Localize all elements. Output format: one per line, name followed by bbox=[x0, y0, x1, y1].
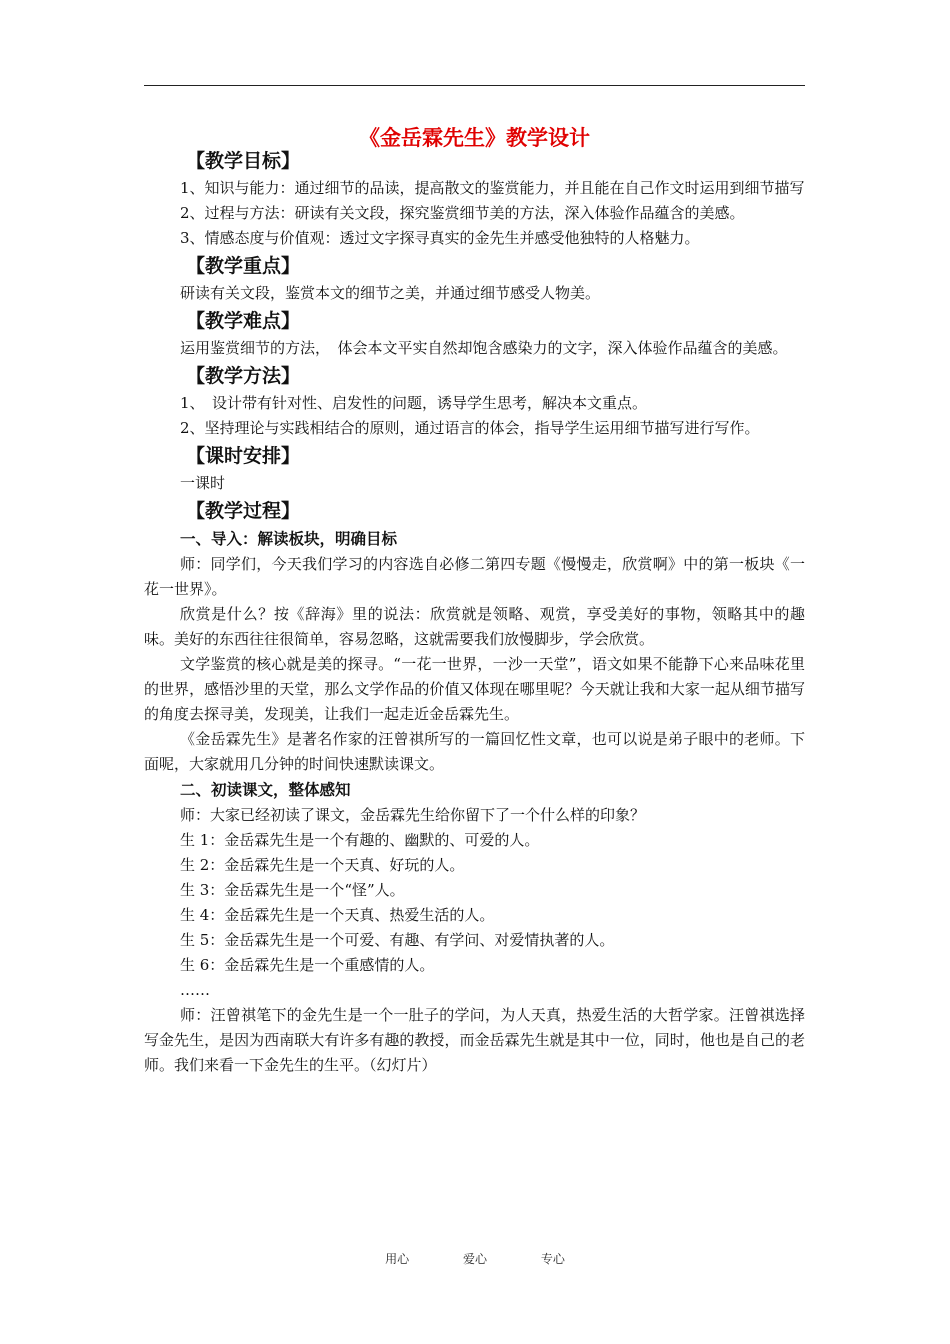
dialogue-line: 生 6：金岳霖先生是一个重感情的人。 bbox=[180, 956, 435, 974]
goal-item: 1、知识与能力：通过细节的品读，提高散文的鉴赏能力，并且能在自己作文时运用到细节描写 bbox=[180, 179, 805, 197]
heading-methods: 【教学方法】 bbox=[186, 365, 301, 387]
footer-text: 爱心 bbox=[462, 1252, 487, 1266]
ellipsis: …… bbox=[180, 981, 210, 999]
paragraph: 师：汪曾祺笔下的金先生是一个一肚子的学问，为人天真，热爱生活的大哲学家。汪曾祺选择写金先生，是因为西南联大有许多有趣的教授，而金岳霖先生就是其中一位，同时，他也是自己的老师。我们来看一下金先生的生平。（幻灯片） bbox=[144, 1006, 805, 1074]
dialogue-line: 生 5：金岳霖先生是一个可爱、有趣、有学问、对爱情执著的人。 bbox=[180, 931, 615, 949]
heading-key-points: 【教学重点】 bbox=[186, 255, 301, 277]
paragraph: 师：同学们，今天我们学习的内容选自必修二第四专题《慢慢走，欣赏啊》中的第一板块《一花一世界》。 bbox=[144, 555, 805, 598]
heading-schedule: 【课时安排】 bbox=[186, 445, 301, 467]
paragraph: 《金岳霖先生》是著名作家的汪曾祺所写的一篇回忆性文章，也可以说是弟子眼中的老师。下面呢，大家就用几分钟的时间快速默读课文。 bbox=[144, 730, 805, 773]
dialogue-line: 生 4：金岳霖先生是一个天真、热爱生活的人。 bbox=[180, 906, 495, 924]
difficulty-text: 运用鉴赏细节的方法， 体会本文平实自然却饱含感染力的文字，深入体验作品蕴含的美感。 bbox=[180, 339, 788, 357]
method-item: 1、 设计带有针对性、启发性的问题，诱导学生思考，解决本文重点。 bbox=[180, 394, 648, 412]
dialogue-line: 生 2：金岳霖先生是一个天真、好玩的人。 bbox=[180, 856, 465, 874]
method-item: 2、坚持理论与实践相结合的原则，通过语言的体会，指导学生运用细节描写进行写作。 bbox=[180, 419, 760, 437]
footer-text: 用心 bbox=[385, 1252, 410, 1266]
header-rule bbox=[144, 85, 805, 86]
key-points-text: 研读有关文段，鉴赏本文的细节之美，并通过细节感受人物美。 bbox=[180, 284, 601, 302]
dialogue-line: 生 1：金岳霖先生是一个有趣的、幽默的、可爱的人。 bbox=[180, 831, 540, 849]
schedule-text: 一课时 bbox=[180, 474, 226, 492]
heading-process: 【教学过程】 bbox=[186, 500, 301, 522]
goal-item: 2、过程与方法：研读有关文段，探究鉴赏细节美的方法，深入体验作品蕴含的美感。 bbox=[180, 204, 745, 222]
heading-goals: 【教学目标】 bbox=[186, 150, 301, 172]
dialogue-line: 师：大家已经初读了课文，金岳霖先生给你留下了一个什么样的印象？ bbox=[180, 806, 646, 824]
heading-difficulty: 【教学难点】 bbox=[186, 310, 301, 332]
document-body bbox=[144, 146, 805, 1078]
paragraph: 文学鉴赏的核心就是美的探寻。“一花一世界，一沙一天堂”，语文如果不能静下心来品味花里的世界，感悟沙里的天堂，那么文学作品的价值又体现在哪里呢？今天就让我和大家一起从细节描写的角度去探寻美，发现美，让我们一起走近金岳霖先生。 bbox=[144, 655, 805, 723]
dialogue-line: 生 3：金岳霖先生是一个“怪”人。 bbox=[180, 881, 405, 899]
goal-item: 3、情感态度与价值观：透过文字探寻真实的金先生并感受他独特的人格魅力。 bbox=[180, 229, 700, 247]
footer-text: 专心 bbox=[540, 1252, 565, 1266]
subheading-first-reading: 二、初读课文，整体感知 bbox=[180, 781, 351, 799]
paragraph: 欣赏是什么？按《辞海》里的说法：欣赏就是领略、观赏，享受美好的事物，领略其中的趣味。美好的东西往往很简单，容易忽略，这就需要我们放慢脚步，学会欣赏。 bbox=[144, 605, 805, 648]
document-title: 《金岳霖先生》教学设计 bbox=[359, 126, 590, 150]
subheading-intro: 一、导入：解读板块，明确目标 bbox=[180, 530, 398, 548]
page-footer bbox=[0, 1250, 950, 1267]
